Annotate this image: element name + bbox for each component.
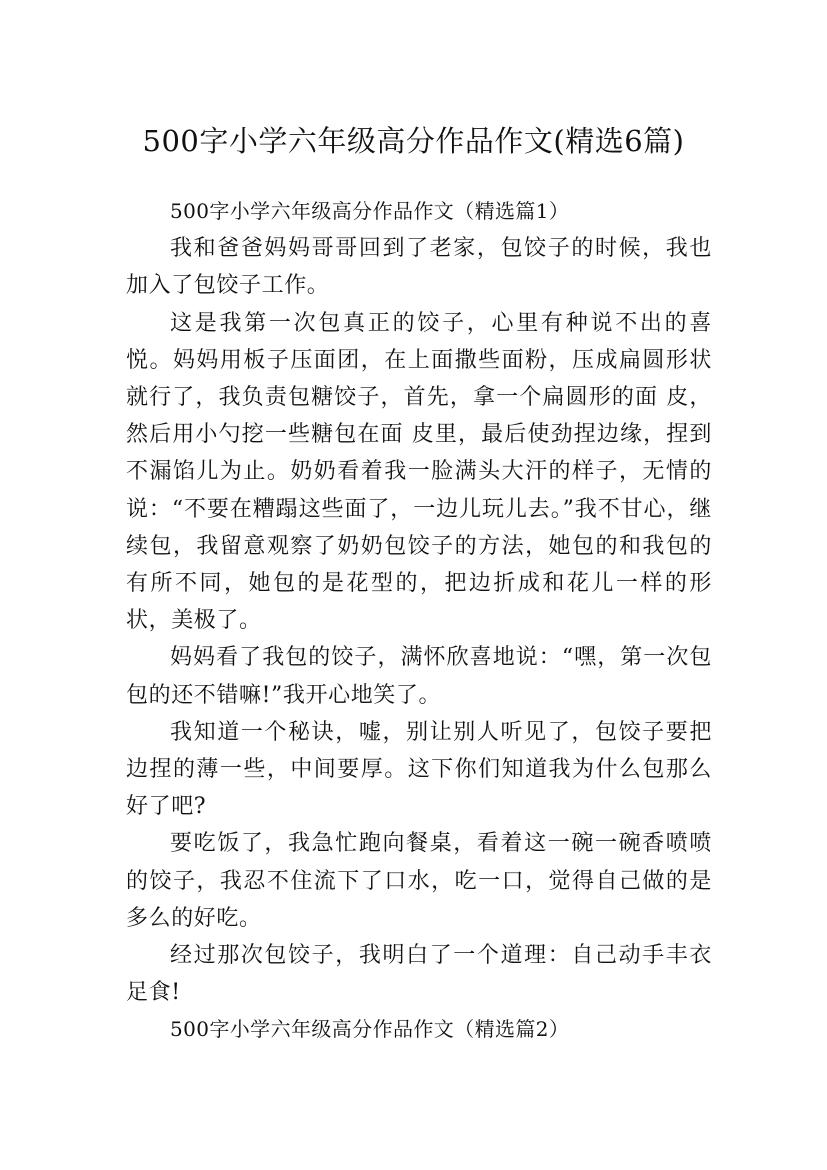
paragraph-4: 我知道一个秘诀，嘘，别让别人听见了，包饺子要把边捏的薄一些，中间要厚。这下你们知道我为什么包那么好了吧?: [126, 719, 712, 820]
section-heading-1: 500字小学六年级高分作品作文（精选篇1）: [170, 199, 570, 223]
document-body: [126, 193, 712, 1049]
document-title: 500字小学六年级高分作品作文(精选6篇): [142, 124, 685, 159]
paragraph-1: 我和爸爸妈妈哥哥回到了老家，包饺子的时候，我也加入了包饺子工作。: [126, 236, 712, 299]
section-heading-2: 500字小学六年级高分作品作文（精选篇2）: [170, 1017, 570, 1042]
paragraph-6: 经过那次包饺子，我明白了一个道理：自己动手丰衣足食!: [126, 943, 712, 1006]
paragraph-3: 妈妈看了我包的饺子，满怀欣喜地说：“嘿，第一次包包的还不错嘛!”我开心地笑了。: [126, 645, 712, 708]
paragraph-2: 这是我第一次包真正的饺子，心里有种说不出的喜悦。妈妈用板子压面团，在上面撒些面粉，压成扁圆形状就行了，我负责包糖饺子，首先，拿一个扁圆形的面 皮，然后用小勺挖一些糖包在面 皮里，最后使劲捏边缘，捏到不漏馅儿为止。奶奶看着我一脸满头大汗的样子，无情的说：“不要在糟蹋这些面了，一边儿玩儿去。”我不甘心，继续包，我留意观察了奶奶包饺子的方法，她包的和我包的有所不同，她包的是花型的，把边折成和花儿一样的形状，美极了。: [126, 310, 712, 634]
paragraph-5: 要吃饭了，我急忙跑向餐桌，看着这一碗一碗香喷喷的饺子，我忍不住流下了口水，吃一口，觉得自己做的是多么的好吃。: [126, 831, 712, 931]
